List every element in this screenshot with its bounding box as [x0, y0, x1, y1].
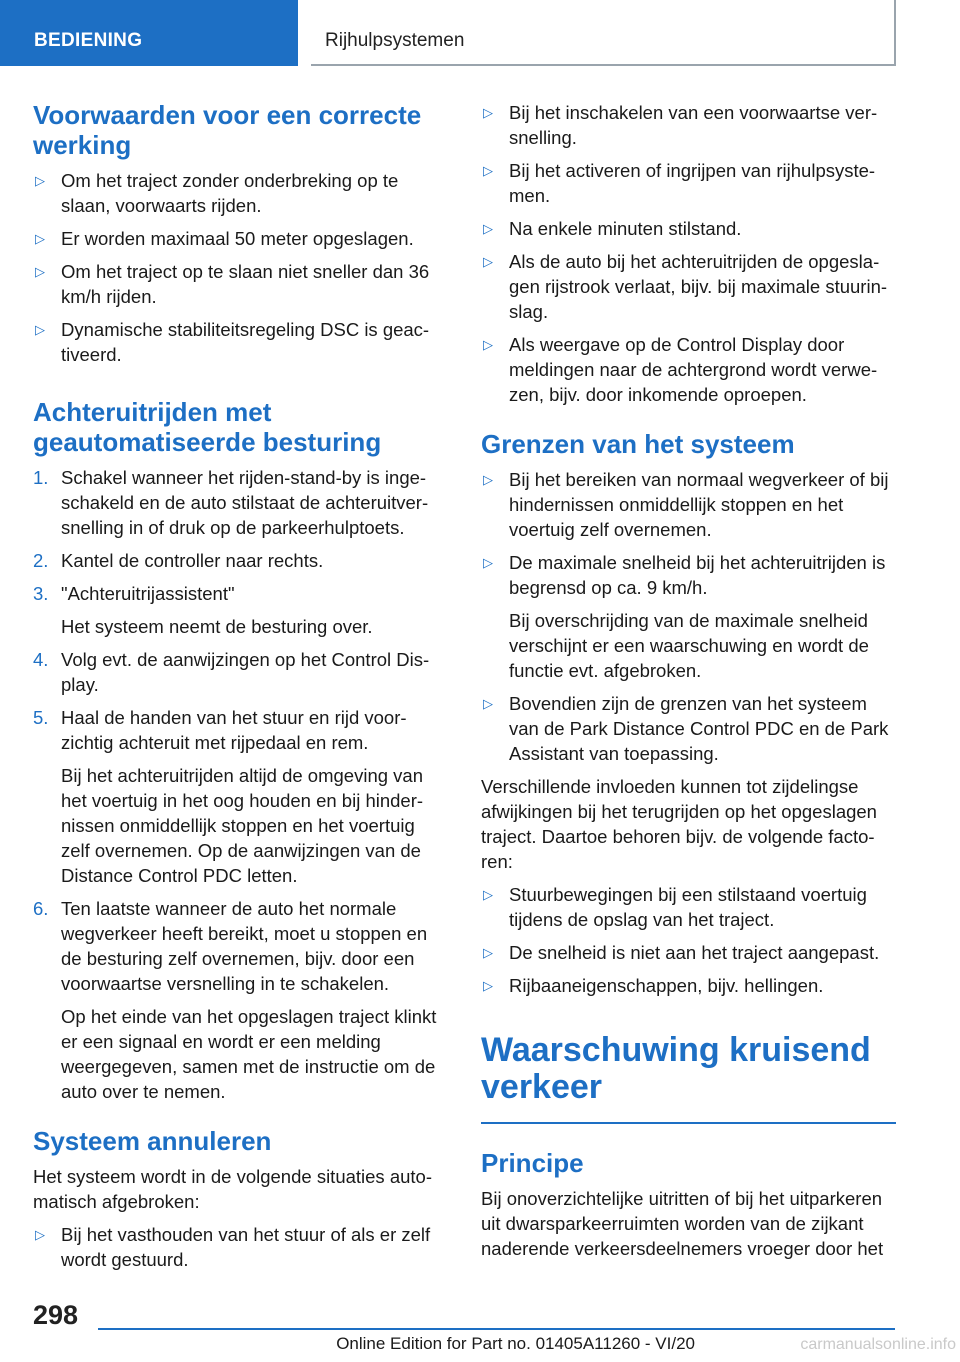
list-item: ▷ Stuurbewegingen bij een stilstaand voertuig tijdens de opslag van het traject.	[483, 884, 867, 930]
list-item: ▷ Als weergave op de Control Display door meldingen naar de achtergrond wordt verwe-zen, bijv. door inkomende oproepen.	[483, 334, 878, 405]
section-label: BEDIENING	[0, 0, 298, 66]
list-item: ▷ Bij het bereiken van normaal wegverkeer of bij hindernissen onmiddellijk stoppen en het voertuig zelf overnemen.	[483, 469, 889, 540]
list-item: ▷ De snelheid is niet aan het traject aangepast.	[483, 942, 880, 963]
triangle-bullet-icon: ▷	[483, 105, 493, 120]
list-voorwaarden	[33, 168, 448, 367]
step-note: Het systeem neemt de besturing over.	[61, 616, 373, 637]
list-item: ▷ Dynamische stabiliteitsregeling DSC is geac-tiveerd.	[35, 319, 430, 365]
paragraph-annuleren: Het systeem wordt in de volgende situaties auto-matisch afgebroken:	[33, 1166, 432, 1212]
triangle-bullet-icon: ▷	[483, 337, 493, 352]
triangle-bullet-icon: ▷	[35, 264, 45, 279]
step-item: 2. Kantel de controller naar rechts.	[33, 550, 324, 571]
heading-annuleren: Systeem annuleren	[33, 1126, 272, 1156]
steps-achteruitrijden	[33, 465, 448, 1104]
triangle-bullet-icon: ▷	[483, 555, 493, 570]
heading-achteruitrijden: Achteruitrijden met geautomatiseerde besturing	[33, 397, 382, 457]
step-item: 1. Schakel wanneer het rijden-stand-by is inge-schakeld en de auto stilstaat de achteruitver-snelling in of druk op de parkeerhulptoets.	[33, 467, 429, 538]
triangle-bullet-icon: ▷	[483, 696, 493, 711]
triangle-bullet-icon: ▷	[35, 1227, 45, 1242]
triangle-bullet-icon: ▷	[35, 322, 45, 337]
triangle-bullet-icon: ▷	[483, 163, 493, 178]
list-item: ▷ Na enkele minuten stilstand.	[483, 218, 742, 239]
page-header	[0, 0, 960, 66]
page-number: 298	[33, 1300, 79, 1330]
list-item: ▷ Bij het inschakelen van een voorwaartse ver-snelling.	[483, 102, 878, 148]
item-note: Bij overschrijding van de maximale snelheid verschijnt er een waarschuwing en wordt de functie evt. afgebroken.	[509, 610, 869, 681]
list-item: ▷ Bovendien zijn de grenzen van het systeem van de Park Distance Control PDC en de Park Assistant van toepassing.	[483, 693, 889, 764]
left-column	[33, 100, 448, 1280]
list-item: ▷ Er worden maximaal 50 meter opgeslagen.	[35, 228, 414, 249]
triangle-bullet-icon: ▷	[483, 887, 493, 902]
list-item: ▷ Als de auto bij het achteruitrijden de opgesla-gen rijstrook verlaat, bijv. bij maximale stuurin-slag.	[483, 251, 888, 322]
list-item: ▷ Om het traject zonder onderbreking op te slaan, voorwaarts rijden.	[35, 170, 399, 216]
step-item: 3. "Achteruitrijassistent" Het systeem neemt de besturing over.	[33, 581, 448, 639]
step-note: Op het einde van het opgeslagen traject klinkt er een signaal en wordt er een melding weergegeven, samen met de instructie om de auto over te nemen.	[61, 1006, 437, 1102]
chapter-title: Rijhulpsystemen	[311, 0, 896, 66]
list-item: ▷ Rijbaaneigenschappen, bijv. hellingen.	[483, 975, 824, 996]
triangle-bullet-icon: ▷	[483, 254, 493, 269]
triangle-bullet-icon: ▷	[483, 945, 493, 960]
step-item: 4. Volg evt. de aanwijzingen op het Control Dis-play.	[33, 649, 430, 695]
step-item: 6. Ten laatste wanneer de auto het normale wegverkeer heeft bereikt, moet u stoppen en de besturing zelf overnemen, bijv. door een voorwaartse versnelling in te schakelen. Op het einde van het opgeslagen traject klinkt er een signaal en wordt er een melding weergegeven, samen met de instructie om de auto over te nemen.	[33, 896, 448, 1104]
right-column	[481, 100, 896, 1269]
paragraph-grenzen: Verschillende invloeden kunnen tot zijdelingse afwijkingen bij het terugrijden op het opgeslagen traject. Daartoe behoren bijv. de volgende facto-ren:	[481, 776, 877, 872]
footer-divider	[98, 1328, 895, 1330]
list-item: ▷ Om het traject op te slaan niet sneller dan 36 km/h rijden.	[35, 261, 430, 307]
list-item: ▷ Bij het vasthouden van het stuur of als er zelf wordt gestuurd.	[35, 1224, 431, 1270]
heading-voorwaarden: Voorwaarden voor een correcte werking	[33, 100, 422, 160]
heading-grenzen: Grenzen van het systeem	[481, 429, 795, 459]
step-note: Bij het achteruitrijden altijd de omgeving van het voertuig in het oog houden en bij hinder-nissen onmiddellijk stoppen en het voertuig zelf overnemen. Op de aanwijzingen van de Distance Control PDC letten.	[61, 765, 424, 886]
list-item: ▷ De maximale snelheid bij het achteruitrijden is begrensd op ca. 9 km/h. Bij overschrijding van de maximale snelheid verschijnt er een waarschuwing en wordt de functie evt. afgebroken.	[481, 550, 896, 683]
step-item: 5. Haal de handen van het stuur en rijd voor-zichtig achteruit met rijpedaal en rem. Bij het achteruitrijden altijd de omgeving van het voertuig in het oog houden en bij hinder-nissen onmiddellijk stoppen en het voertuig zelf overnemen. Op de aanwijzingen van de Distance Control PDC letten.	[33, 705, 448, 888]
triangle-bullet-icon: ▷	[35, 231, 45, 246]
edition-note: Online Edition for Part no. 01405A11260 - VI/20	[336, 1334, 695, 1353]
triangle-bullet-icon: ▷	[35, 173, 45, 188]
watermark: carmanualsonline.info	[800, 1336, 956, 1353]
heading-waarschuwing: Waarschuwing kruisend verkeer	[481, 1031, 871, 1106]
triangle-bullet-icon: ▷	[483, 472, 493, 487]
triangle-bullet-icon: ▷	[483, 978, 493, 993]
list-annuleren-continued	[481, 100, 896, 407]
heading-principe: Principe	[481, 1148, 584, 1178]
section-divider	[481, 1122, 896, 1124]
paragraph-principe: Bij onoverzichtelijke uitritten of bij het uitparkeren uit dwarsparkeerruimten worden van de zijkant naderende verkeersdeelnemers vroeger door het	[481, 1188, 884, 1259]
triangle-bullet-icon: ▷	[483, 221, 493, 236]
list-item: ▷ Bij het activeren of ingrijpen van rijhulpsyste-men.	[483, 160, 876, 206]
